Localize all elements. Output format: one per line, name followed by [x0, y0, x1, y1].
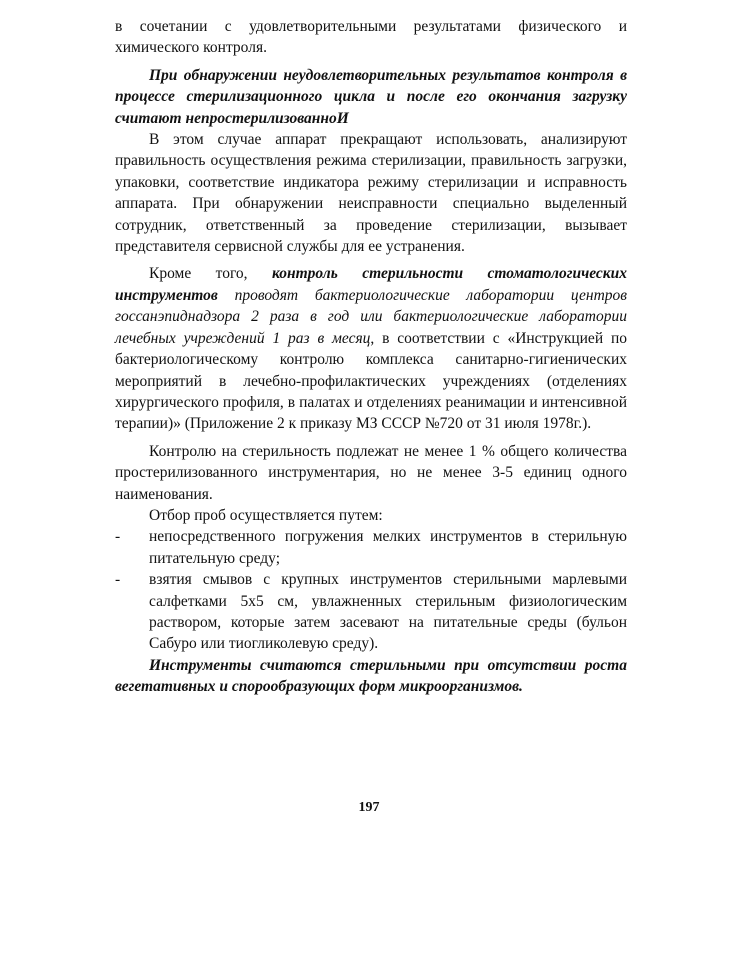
list-item-text: взятия смывов с крупных инструментов стерильными марлевыми салфетками 5х5 см, увлажненных стерильным физиологическим раствором, которые затем засевают на питательные среды (бульон Сабуро или тиогликолевую среду).: [149, 571, 627, 653]
list-item: [115, 569, 627, 655]
list-dash: -: [115, 528, 121, 546]
paragraph-continuation: в сочетании с удовлетворительными результатами физического и химического контроля.: [115, 18, 627, 57]
paragraph-control: [115, 263, 627, 434]
paragraph-conclusion: Инструменты считаются стерильными при отсутствии роста вегетативных и спорообразующих форм микроорганизмов.: [115, 656, 627, 696]
paragraph-control-emphasis: контроль стерильности стоматологических инструментов: [115, 265, 627, 304]
paragraph-control-rest: , в соответствии с «Инструкцией по бактериологическому контролю комплекса санитарно-гигиенических мероприятий в лечебно-профилактических учреждениях (отделениях хирургического профиля, в палатах и отделениях реанимации и интенсивной терапии)» (Приложение 2 к приказу МЗ СССР №720 от 31 июля 1978г.).: [115, 329, 627, 433]
page-body: [115, 16, 627, 698]
page-number: 197: [358, 800, 380, 815]
paragraph-bold-warning: При обнаружении неудовлетворительных результатов контроля в процессе стерилизационного цикла и после его окончания загрузку считают непростерилизованноИ: [115, 66, 627, 127]
paragraph-sampling-intro: Отбор проб осуществляется путем:: [149, 506, 383, 524]
list-dash: -: [115, 571, 121, 589]
paragraph-procedure: В этом случае аппарат прекращают использовать, анализируют правильность осуществления режима стерилизации, правильность загрузки, упаковки, соответствие индикатора режиму стерилизации и исправность аппарата. При обнаружении неисправности специально выделенный сотрудник, ответственный за проведение стерилизации, вызывает представителя сервисной службы для ее устранения.: [115, 131, 627, 256]
list-item-text: непосредственного погружения мелких инструментов в стерильную питательную среду;: [149, 528, 627, 567]
paragraph-control-italic: проводят бактериологические лаборатории центров госсанэпиднадзора 2 раза в год или бактериологические лаборатории лечебных учреждений 1 раз в месяц: [115, 286, 627, 347]
list-item: [115, 526, 627, 569]
paragraph-quota: Контролю на стерильность подлежат не менее 1 % общего количества простерилизованного инструментария, но не менее 3-5 единиц одного наименования.: [115, 442, 627, 503]
paragraph-control-lead: Кроме того,: [149, 265, 272, 283]
